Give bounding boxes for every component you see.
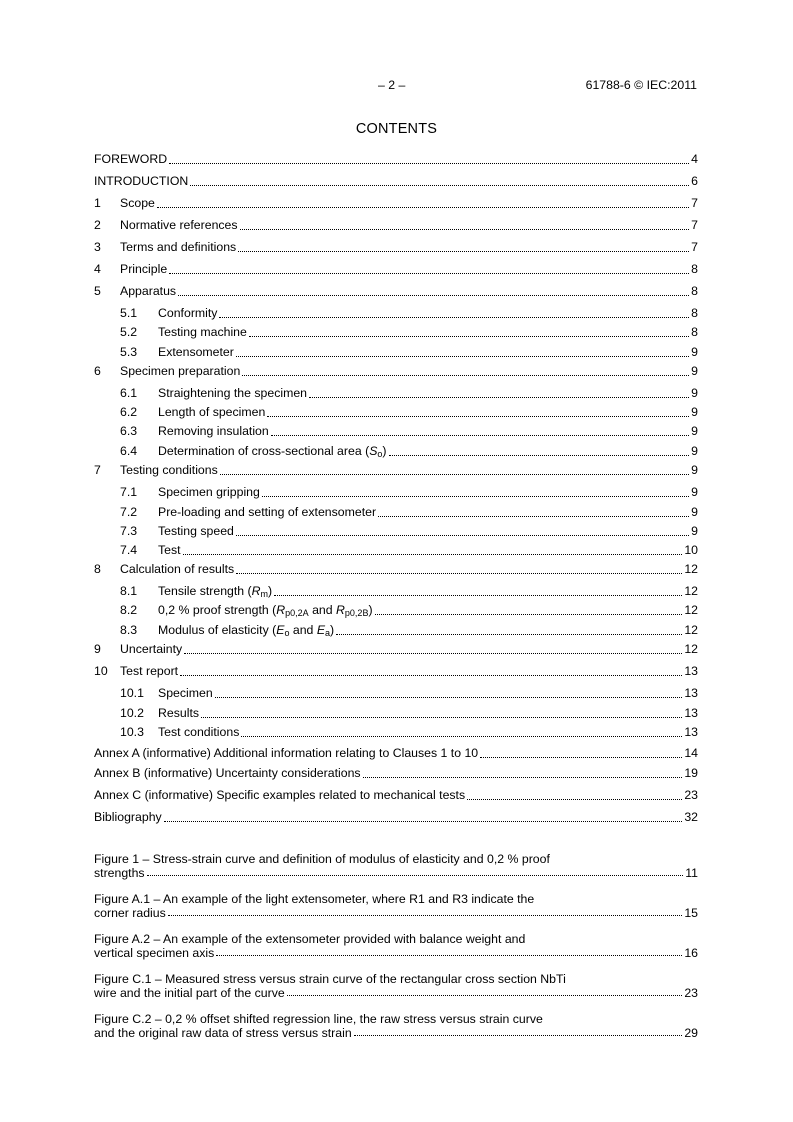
toc-entry-page: 9 <box>691 345 698 359</box>
toc-entry-page: 13 <box>684 725 698 739</box>
math-variable: E <box>316 623 326 637</box>
toc-entry-label: Testing speed <box>158 524 234 538</box>
toc-entry-number: 8.2 <box>120 603 138 617</box>
math-subscript: m <box>260 589 269 599</box>
toc-entry-label: Testing machine <box>158 325 247 339</box>
toc-entry-label: Straightening the specimen <box>158 386 308 400</box>
figure-entry-page: 11 <box>685 866 698 880</box>
toc-entry-page: 9 <box>691 505 698 519</box>
toc-entry-label: Bibliography <box>94 810 162 824</box>
figure-entry[interactable] <box>94 932 698 960</box>
toc-entry-number: 7 <box>94 463 101 477</box>
toc-entry-label: Tensile strength $(R_m)$ <box>158 584 273 599</box>
dot-leader <box>262 496 689 497</box>
figure-entry-page: 16 <box>684 946 698 960</box>
toc-entry-number: 8.3 <box>120 623 138 637</box>
toc-entry[interactable] <box>94 282 698 300</box>
toc-entry[interactable] <box>94 194 698 212</box>
toc-entry[interactable] <box>94 522 698 540</box>
toc-entry-label: Uncertainty <box>120 642 183 656</box>
toc-entry-label: Principle <box>120 262 168 276</box>
toc-entry-label: Modulus of elasticity ($E_o$ and $E_a$) <box>158 623 335 638</box>
dot-leader <box>271 435 689 436</box>
dot-leader <box>219 317 689 318</box>
dot-leader <box>363 777 683 778</box>
toc-entry-number: 5.1 <box>120 306 138 320</box>
dot-leader <box>274 595 682 596</box>
toc-entry-page: 10 <box>684 543 698 557</box>
toc-entry-page: 9 <box>691 485 698 499</box>
toc-entry[interactable] <box>94 260 698 278</box>
toc-entry[interactable] <box>94 323 698 341</box>
toc-entry[interactable] <box>94 343 698 361</box>
toc-entry[interactable] <box>94 723 698 741</box>
toc-entry-page: 9 <box>691 424 698 438</box>
dot-leader <box>147 875 684 876</box>
toc-entry-label: Annex A (informative) Additional information relating to Clauses 1 to 10 <box>94 746 479 760</box>
toc-entry[interactable] <box>94 216 698 234</box>
dot-leader <box>157 207 689 208</box>
figure-caption-line1: Figure C.2 – 0,2 % offset shifted regression line, the raw stress versus strain curve <box>94 1012 543 1026</box>
toc-entry-label: Results <box>158 706 200 720</box>
toc-entry-label: Removing insulation <box>158 424 269 438</box>
figure-caption-line1: Figure A.1 – An example of the light extensometer, where R1 and R3 indicate the <box>94 892 535 906</box>
math-subscript: o <box>377 449 383 459</box>
toc-entry[interactable] <box>94 461 698 479</box>
toc-entry[interactable] <box>94 582 698 600</box>
toc-entry-number: 6.2 <box>120 405 138 419</box>
dot-leader <box>168 915 683 916</box>
toc-entry-page: 9 <box>691 463 698 477</box>
toc-entry-page: 9 <box>691 405 698 419</box>
figure-entry[interactable] <box>94 972 698 1000</box>
dot-leader <box>249 336 689 337</box>
toc-entry-label: Specimen <box>158 686 213 700</box>
toc-entry-page: 4 <box>691 152 698 166</box>
dot-leader <box>354 1035 683 1036</box>
toc-entry-label: Calculation of results <box>120 562 235 576</box>
toc-entry-number: 7.1 <box>120 485 138 499</box>
dot-leader <box>309 397 689 398</box>
figure-caption-text: vertical specimen axis <box>94 946 215 960</box>
toc-entry-number: 7.2 <box>120 505 138 519</box>
figure-entry[interactable] <box>94 852 698 880</box>
toc-entry[interactable] <box>94 662 698 680</box>
toc-entry-page: 9 <box>691 364 698 378</box>
toc-entry[interactable] <box>94 503 698 521</box>
figure-caption-text: wire and the initial part of the curve <box>94 986 285 1000</box>
toc-entry-number: 10.1 <box>120 686 144 700</box>
toc-entry[interactable] <box>94 442 698 460</box>
toc-entry[interactable] <box>94 560 698 578</box>
figure-caption-line2 <box>94 906 698 920</box>
toc-entry-page: 12 <box>684 623 698 637</box>
dot-leader <box>169 273 689 274</box>
toc-entry-page: 7 <box>691 196 698 210</box>
figure-caption-line2 <box>94 866 698 880</box>
dot-leader <box>467 799 682 800</box>
toc-entry-number: 6.1 <box>120 386 138 400</box>
toc-entry-label: 0,2 % proof strength ($R_{p0,2A}$ and $R_{p0,2B}$) <box>158 603 373 618</box>
figure-caption-line2 <box>94 1026 698 1040</box>
toc-entry[interactable] <box>94 704 698 722</box>
toc-entry-label: Test report <box>120 664 179 678</box>
dot-leader <box>184 653 682 654</box>
toc-entry-number: 1 <box>94 196 101 210</box>
figure-caption-line2 <box>94 986 698 1000</box>
toc-entry-label: Apparatus <box>120 284 177 298</box>
page-title: CONTENTS <box>355 121 438 137</box>
dot-leader <box>169 163 689 164</box>
math-subscript: a <box>325 628 331 638</box>
dot-leader <box>164 821 683 822</box>
toc-entry-page: 8 <box>691 306 698 320</box>
dot-leader <box>216 955 682 956</box>
toc-entry[interactable] <box>94 786 698 804</box>
toc-entry-page: 12 <box>684 642 698 656</box>
toc-entry-page: 7 <box>691 218 698 232</box>
toc-entry[interactable] <box>94 744 698 762</box>
toc-entry[interactable] <box>94 483 698 501</box>
toc-entry[interactable] <box>94 384 698 402</box>
toc-entry-number: 2 <box>94 218 101 232</box>
toc-entry-label: Determination of cross-sectional area $(S_o)$ <box>158 444 387 459</box>
math-subscript: o <box>284 628 290 638</box>
toc-entry-page: 9 <box>691 524 698 538</box>
toc-entry-number: 7.3 <box>120 524 138 538</box>
toc-entry[interactable] <box>94 764 698 782</box>
toc-entry-page: 13 <box>684 664 698 678</box>
dot-leader <box>375 614 683 615</box>
dot-leader <box>183 554 683 555</box>
toc-entry[interactable] <box>94 403 698 421</box>
math-subscript: p0,2A <box>285 608 309 618</box>
toc-entry-number: 4 <box>94 262 101 276</box>
toc-entry-page: 14 <box>684 746 698 760</box>
toc-entry-page: 9 <box>691 444 698 458</box>
toc-entry[interactable] <box>94 541 698 559</box>
toc-entry-page: 8 <box>691 284 698 298</box>
dot-leader <box>236 573 682 574</box>
math-variable: S <box>369 444 378 458</box>
figure-caption-line1: Figure 1 – Stress-strain curve and definition of modulus of elasticity and 0,2 % proof <box>94 852 550 866</box>
toc-entry[interactable] <box>94 808 698 826</box>
toc-entry-number: 7.4 <box>120 543 138 557</box>
toc-entry-page: 6 <box>691 174 698 188</box>
toc-entry-label: Annex C (informative) Specific examples related to mechanical tests <box>94 788 466 802</box>
toc-entry-page: 12 <box>684 584 698 598</box>
dot-leader <box>240 229 690 230</box>
math-variable: R <box>276 603 286 617</box>
toc-entry[interactable] <box>94 238 698 256</box>
toc-entry[interactable] <box>94 362 698 380</box>
toc-entry-page: 7 <box>691 240 698 254</box>
toc-entry-page: 8 <box>691 262 698 276</box>
toc-entry-page: 12 <box>684 562 698 576</box>
dot-leader <box>336 634 682 635</box>
toc-entry-page: 13 <box>684 686 698 700</box>
toc-entry-label: Testing conditions <box>120 463 218 477</box>
toc-entry[interactable] <box>94 601 698 619</box>
toc-entry-label: Test <box>158 543 181 557</box>
dot-leader <box>241 736 682 737</box>
toc-entry-number: 3 <box>94 240 101 254</box>
toc-entry-number: 6 <box>94 364 101 378</box>
toc-entry-number: 9 <box>94 642 101 656</box>
dot-leader <box>238 251 689 252</box>
toc-entry-number: 5 <box>94 284 101 298</box>
page-number: – 2 – <box>378 78 406 92</box>
toc-entry-page: 23 <box>684 788 698 802</box>
toc-entry-label: Extensometer <box>158 345 234 359</box>
figure-entry-page: 23 <box>684 986 698 1000</box>
dot-leader <box>190 185 689 186</box>
toc-entry[interactable] <box>94 640 698 658</box>
toc-entry-number: 5.2 <box>120 325 138 339</box>
toc-entry-number: 10.3 <box>120 725 144 739</box>
toc-entry-label: FOREWORD <box>94 152 168 166</box>
toc-entry[interactable] <box>94 422 698 440</box>
toc-entry-label: Terms and definitions <box>120 240 237 254</box>
toc-entry-label: Pre-loading and setting of extensometer <box>158 505 377 519</box>
toc-entry-label: Specimen gripping <box>158 485 260 499</box>
math-variable: R <box>336 603 345 617</box>
figure-caption-text: strengths <box>94 866 145 880</box>
toc-entry[interactable] <box>94 172 698 190</box>
toc-entry-number: 10 <box>94 664 108 678</box>
toc-entry[interactable] <box>94 684 698 702</box>
dot-leader <box>220 474 689 475</box>
toc-entry-label: Annex B (informative) Uncertainty considerations <box>94 766 361 780</box>
toc-entry-page: 8 <box>691 325 698 339</box>
figure-caption-line1: Figure C.1 – Measured stress versus strain curve of the rectangular cross section NbTi <box>94 972 566 986</box>
dot-leader <box>267 416 689 417</box>
toc-entry-label: Specimen preparation <box>120 364 241 378</box>
figure-entry-page: 29 <box>684 1026 698 1040</box>
figure-caption-text: and the original raw data of stress versus strain <box>94 1026 352 1040</box>
toc-entry-label: INTRODUCTION <box>94 174 189 188</box>
dot-leader <box>201 717 682 718</box>
toc-entry-page: 13 <box>684 706 698 720</box>
figure-entry-page: 15 <box>684 906 698 920</box>
dot-leader <box>480 757 682 758</box>
math-variable: E <box>276 623 285 637</box>
toc-entry[interactable] <box>94 621 698 639</box>
toc-entry-label: Scope <box>120 196 155 210</box>
toc-entry-number: 8.1 <box>120 584 138 598</box>
figure-caption-line2 <box>94 946 698 960</box>
dot-leader <box>378 516 689 517</box>
toc-entry-page: 32 <box>684 810 698 824</box>
toc-entry[interactable] <box>94 150 698 168</box>
toc-entry-page: 9 <box>691 386 698 400</box>
toc-entry-label: Conformity <box>158 306 218 320</box>
toc-entry-number: 5.3 <box>120 345 138 359</box>
figure-entry[interactable] <box>94 1012 698 1040</box>
dot-leader <box>389 455 690 456</box>
toc-entry-number: 6.4 <box>120 444 138 458</box>
figure-caption-line1: Figure A.2 – An example of the extensometer provided with balance weight and <box>94 932 526 946</box>
toc-entry-number: 8 <box>94 562 101 576</box>
toc-entry-page: 19 <box>684 766 698 780</box>
toc-entry[interactable] <box>94 304 698 322</box>
document-id: 61788-6 © IEC:2011 <box>585 78 697 92</box>
toc-entry-label: Length of specimen <box>158 405 266 419</box>
toc-entry-label: Normative references <box>120 218 238 232</box>
dot-leader <box>242 375 689 376</box>
figure-entry[interactable] <box>94 892 698 920</box>
dot-leader <box>180 675 682 676</box>
toc-entry-page: 12 <box>684 603 698 617</box>
dot-leader <box>178 295 689 296</box>
math-subscript: p0,2B <box>344 608 369 618</box>
toc-entry-label: Test conditions <box>158 725 240 739</box>
math-variable: R <box>251 584 261 598</box>
figure-caption-text: corner radius <box>94 906 166 920</box>
toc-entry-number: 10.2 <box>120 706 144 720</box>
toc-entry-number: 6.3 <box>120 424 138 438</box>
dot-leader <box>287 995 683 996</box>
dot-leader <box>215 697 683 698</box>
dot-leader <box>236 535 689 536</box>
dot-leader <box>236 356 689 357</box>
